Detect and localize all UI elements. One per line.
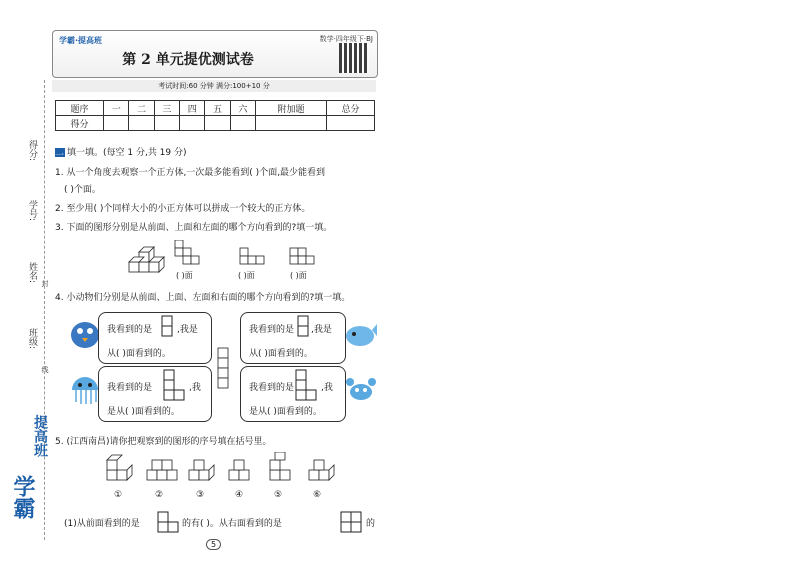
bubble-4-text-c[interactable]: 是从( )面看到的。 — [249, 407, 322, 417]
bubble-1-text-c[interactable]: 从( )面看到的。 — [107, 349, 171, 359]
seal-mark: 封 — [41, 280, 49, 287]
speech-bubble-2 — [240, 312, 346, 364]
question-5: 5. (江西南昌)请你把观察到的图形的序号填在括号里。 — [55, 437, 272, 447]
bubble-2-text-b: ,我是 — [311, 325, 332, 335]
score-cell[interactable] — [205, 116, 230, 131]
bubble-3-text-c[interactable]: 是从( )面看到的。 — [107, 407, 180, 417]
view-shape-grid — [295, 369, 319, 403]
score-header: 总分 — [326, 101, 374, 116]
question-4: 4. 小动物们分别是从前面、上面、左面和右面的哪个方向看到的?填一填。 — [55, 293, 351, 303]
score-cell[interactable] — [326, 116, 374, 131]
exam-info: 考试时间:60 分钟 满分:100+10 分 — [52, 80, 376, 92]
score-row-label: 得分 — [56, 116, 104, 131]
score-header: 五 — [205, 101, 230, 116]
student-no-label: 学号: — [27, 200, 37, 222]
figure-3 — [189, 460, 214, 480]
question-5-sub1-c: 的 — [366, 519, 376, 529]
brand-logo — [6, 415, 46, 555]
score-table — [55, 100, 375, 131]
score-cell[interactable] — [129, 116, 154, 131]
question-5-figures — [105, 452, 335, 492]
bubble-3-text-a: 我看到的是 — [107, 383, 153, 393]
view-shape-grid — [163, 369, 187, 403]
figure-label-1: ① — [114, 490, 123, 500]
speech-bubble-3 — [98, 366, 212, 422]
view-shape-1 — [175, 240, 199, 264]
crab-icon — [344, 374, 378, 404]
bird-icon — [68, 318, 102, 350]
bubble-4-text-b: ,我 — [321, 383, 333, 393]
question-1-line1: 1. 从一个角度去观察一个正方体,一次最多能看到( )个面,最少能看到 — [55, 168, 326, 178]
bubble-3-text-b: ,我 — [189, 383, 201, 393]
fold-line-mark: 线 — [41, 366, 49, 373]
bubble-2-text-a: 我看到的是 — [249, 325, 295, 335]
view-shape-3 — [290, 248, 314, 264]
page-title: 第 2 单元提优测试卷 — [122, 52, 254, 68]
section-heading — [55, 145, 187, 161]
figure-label-6: ⑥ — [313, 490, 322, 500]
brand-sub-text: 提高班 — [32, 415, 48, 457]
figure-label-4: ④ — [235, 490, 244, 500]
score-header: 附加题 — [256, 101, 327, 116]
figure-label-5: ⑤ — [274, 490, 283, 500]
qr-code-icon — [339, 43, 369, 73]
question-5-sub1-b[interactable]: 的有( )。从右面看到的是 — [182, 519, 282, 529]
question-3: 3. 下面的图形分别是从前面、上面和左面的哪个方向看到的?填一填。 — [55, 223, 333, 233]
cube-stack-figure — [129, 247, 164, 272]
grade-tag: 数学·四年级下·BJ — [319, 35, 373, 43]
score-cell[interactable] — [180, 116, 205, 131]
bubble-1-text-b: ,我是 — [177, 325, 198, 335]
figure-label-3: ③ — [196, 490, 205, 500]
figure-5 — [270, 452, 290, 480]
exam-header — [52, 30, 378, 78]
class-label: 班级: — [27, 328, 37, 350]
bubble-1-text-a: 我看到的是 — [107, 325, 153, 335]
view-shape-grid — [297, 315, 309, 339]
score-label: 得分: — [27, 140, 37, 162]
score-header: 二 — [129, 101, 154, 116]
bubble-2-text-c[interactable]: 从( )面看到的。 — [249, 349, 313, 359]
score-cell[interactable] — [230, 116, 255, 131]
header-logo: 学霸·提高班 — [59, 36, 103, 45]
view-shape-grid — [340, 511, 364, 533]
section-badge: 一 — [55, 148, 65, 157]
question-2: 2. 至少用( )个同样大小的小正方体可以拼成一个较大的正方体。 — [55, 204, 311, 214]
score-header: 一 — [104, 101, 129, 116]
question-5-sub1-a: (1)从前面看到的是 — [64, 519, 140, 529]
figure-2 — [147, 460, 177, 480]
figure-4 — [229, 460, 249, 480]
speech-bubble-1 — [98, 312, 212, 364]
score-cell[interactable] — [104, 116, 129, 131]
score-header: 四 — [180, 101, 205, 116]
figure-label-2: ② — [155, 490, 164, 500]
view-shape-2 — [240, 248, 264, 264]
section-title: 填一填。(每空 1 分,共 19 分) — [67, 148, 187, 158]
block-tower-figure — [214, 346, 236, 392]
score-header: 三 — [154, 101, 179, 116]
score-cell[interactable] — [256, 116, 327, 131]
bubble-4-text-a: 我看到的是 — [249, 383, 295, 393]
whale-icon — [344, 320, 378, 348]
score-header: 六 — [230, 101, 255, 116]
figure-6 — [309, 460, 334, 480]
page-number: 5 — [206, 539, 221, 550]
brand-main-text: 学霸 — [10, 475, 36, 519]
q3-blank-2[interactable]: ( )面 — [238, 271, 255, 280]
view-shape-grid — [161, 315, 173, 339]
q3-blank-3[interactable]: ( )面 — [290, 271, 307, 280]
score-cell[interactable] — [154, 116, 179, 131]
view-shape-grid — [157, 511, 181, 533]
jellyfish-icon — [68, 372, 102, 408]
question-1-line2: ( )个面。 — [64, 185, 101, 195]
figure-1 — [107, 455, 132, 480]
speech-bubble-4 — [240, 366, 346, 422]
name-label: 姓名: — [27, 262, 37, 284]
score-header: 题序 — [56, 101, 104, 116]
q3-blank-1[interactable]: ( )面 — [176, 271, 193, 280]
